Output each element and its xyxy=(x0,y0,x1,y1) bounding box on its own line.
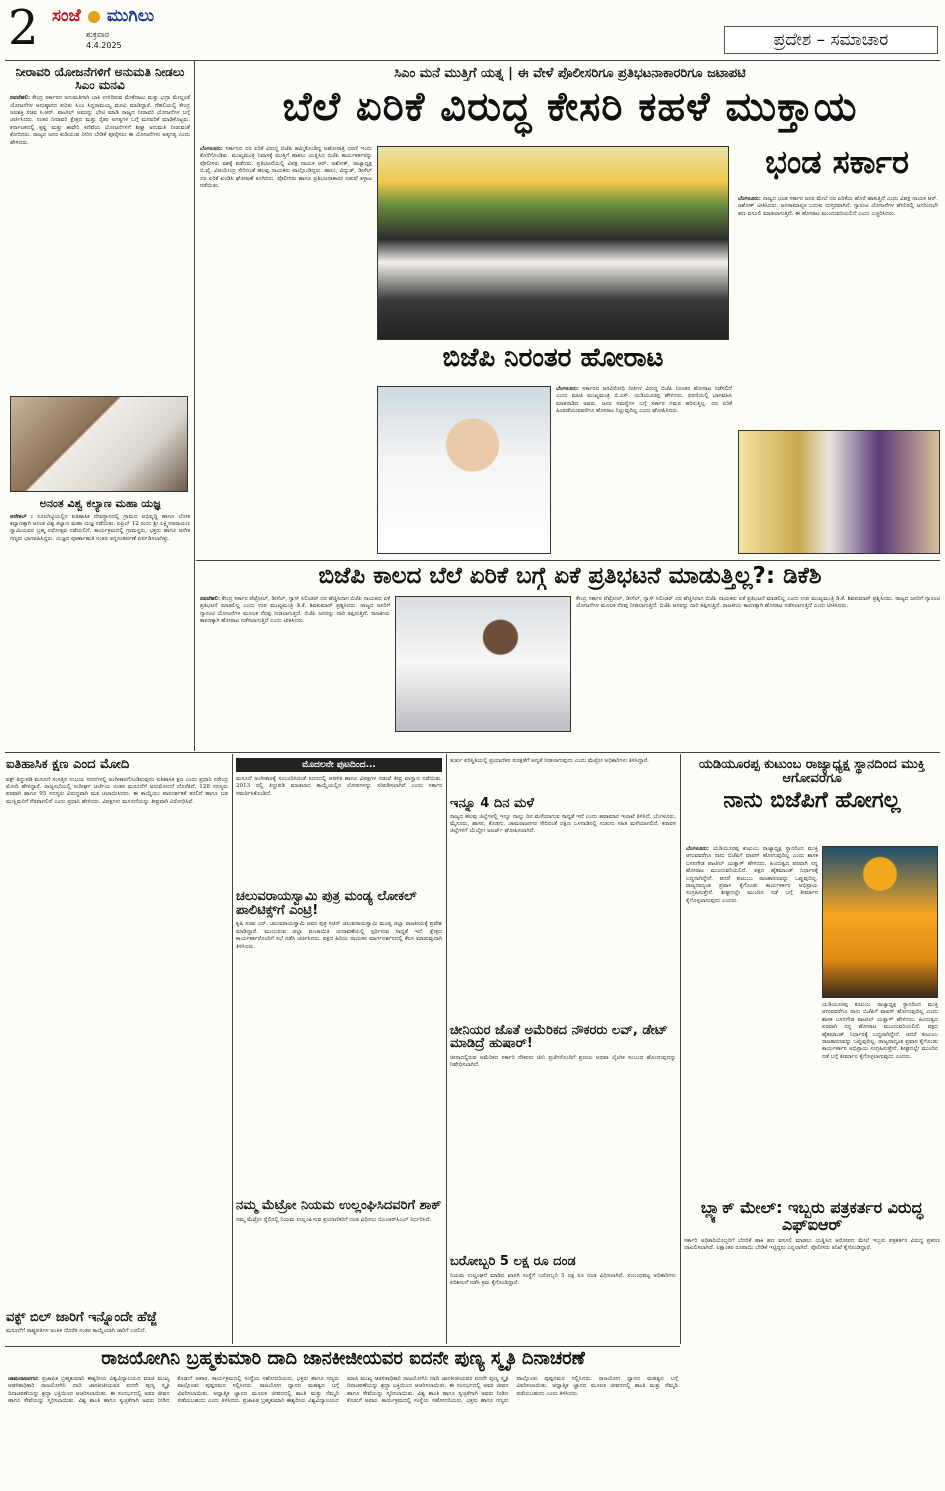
dk-body-col1 xyxy=(200,596,390,746)
paper-name-part1: ಸಂಜೆ xyxy=(52,6,81,26)
speaker-photo xyxy=(738,430,940,554)
continued-tag: ಮೊದಲನೇ ಪುಟದಿಂದ... xyxy=(236,758,442,772)
dk-text-cont: ಕೇಂದ್ರ ಸರ್ಕಾರ ಪೆಟ್ರೋಲ್, ಡೀಸೆಲ್, ಗ್ಯಾಸ್ ಸಿಲಿಂಡರ್ ದರ ಹೆಚ್ಚಿಸಿದಾಗ ಬಿಜೆಪಿ ನಾಯಕರು ಏಕೆ ಪ್ರತಿಭಟನೆ ಮಾಡಲಿಲ್ಲ ಎಂದು ಉಪ ಮುಖ್ಯಮಂತ್ರಿ ಡಿ.ಕೆ. ಶಿವಕುಮಾರ್ ಪ್ರಶ್ನಿಸಿದರು. ರಾಜ್ಯದ ಜನರಿಗೆ ಗ್ಯಾರಂಟಿ ಯೋಜನೆಗಳ ಮೂಲಕ ನೆರವು ನೀಡಲಾಗುತ್ತಿದೆ. ಬಿಜೆಪಿ ಜನರನ್ನು ದಾರಿ ತಪ್ಪಿಸುತ್ತಿದೆ. ರಾಜಕೀಯ ಕಾರಣಕ್ಕಾಗಿ ಹೋರಾಟ ನಡೆಸಲಾಗುತ್ತಿದೆ ಎಂದು ಟೀಕಿಸಿದರು. xyxy=(576,596,940,610)
left-story-irrigation xyxy=(10,66,190,415)
yajna-text: ಸೂಲಗಿಟ್ಟಿಯಲ್ಲಿನ ಐತಿಹಾಸಿಕ ದೇವಸ್ಥಾನದಲ್ಲಿ ಗ್ರಾಮದ ಅಭಿವೃದ್ಧಿ ಹಾಗೂ ಲೋಕ ಕಲ್ಯಾಣಕ್ಕಾಗಿ ಅನಂತ ವಿಶ್ವ ಕಲ್ಯಾಣ ಮಹಾ ಯಜ್ಞ ನಡೆಯಿತು. ಏಪ್ರಿಲ್ 12 ರಂದು ಶ್ರೀ ಲಕ್ಷ್ಮೀನಾರಾಯಣ ಸ್ವಾಮಿಯವರ ಬ್ರಹ್ಮ ರಥೋತ್ಸವ ನಡೆಯಲಿದೆ. ಕಾರ್ಯಕ್ರಮದಲ್ಲಿ ಗ್ರಾಮಸ್ಥರು, ಭಕ್ತರು ಹಾಗೂ ಅನೇಕ ಗಣ್ಯರು ಭಾಗವಹಿಸಿದ್ದರು. ಯಜ್ಞದ ಪೂರ್ಣಾಹುತಿ ನಂತರ ಅನ್ನಸಂತರ್ಪಣೆ ಏರ್ಪಡಿಸಲಾಗಿತ್ತು. xyxy=(10,513,190,542)
bottom-dateline: ಚಾಮರಾಜನಗರ: xyxy=(8,1376,39,1382)
protest-photo xyxy=(377,146,729,340)
paper-logo xyxy=(52,6,154,30)
subhead-bhanda-sarkara: ಭಂಡ ಸರ್ಕಾರ xyxy=(765,143,909,181)
paper-name-part2: ಮುಗಿಲು xyxy=(106,6,155,26)
left-story-body xyxy=(10,95,190,415)
bjp-protest-dateline: ಬೆಂಗಳೂರು: xyxy=(556,386,579,392)
left-story-yajna xyxy=(10,498,190,760)
weather-column xyxy=(450,758,676,1363)
lower-rule-1 xyxy=(232,754,233,1344)
yatnal-headline: ನಾನು ಬಿಜೆಪಿಗೆ ಹೋಗಲ್ಲ xyxy=(723,788,901,814)
dk-text: ಕೇಂದ್ರ ಸರ್ಕಾರ ಪೆಟ್ರೋಲ್, ಡೀಸೆಲ್, ಗ್ಯಾಸ್ ಸಿಲಿಂಡರ್ ದರ ಹೆಚ್ಚಿಸಿದಾಗ ಬಿಜೆಪಿ ನಾಯಕರು ಏಕೆ ಪ್ರತಿಭಟನೆ ಮಾಡಲಿಲ್ಲ ಎಂದು ಉಪ ಮುಖ್ಯಮಂತ್ರಿ ಡಿ.ಕೆ. ಶಿವಕುಮಾರ್ ಪ್ರಶ್ನಿಸಿದರು. ರಾಜ್ಯದ ಜನರಿಗೆ ಗ್ಯಾರಂಟಿ ಯೋಜನೆಗಳ ಮೂಲಕ ನೆರವು ನೀಡಲಾಗುತ್ತಿದೆ. ಬಿಜೆಪಿ ಜನರನ್ನು ದಾರಿ ತಪ್ಪಿಸುತ್ತಿದೆ. ರಾಜಕೀಯ ಕಾರಣಕ್ಕಾಗಿ ಹೋರಾಟ ನಡೆಸಲಾಗುತ್ತಿದೆ ಎಂದು ಟೀಕಿಸಿದರು. xyxy=(200,596,390,625)
dk-headline: ಬಿಜೆಪಿ ಕಾಲದ ಬೆಲೆ ಏರಿಕೆ ಬಗ್ಗೆ ಏಕೆ ಪ್ರತಿಭಟನೆ ಮಾಡುತ್ತಿಲ್ಲ?: ಡಿಕೆಶಿ xyxy=(318,563,822,589)
lead-headline: ಬೆಲೆ ಏರಿಕೆ ವಿರುದ್ಧ ಕೇಸರಿ ಕಹಳೆ ಮುಕ್ತಾಯ xyxy=(282,84,858,130)
bjp-protest-body xyxy=(556,386,732,554)
bottom-text: ಪ್ರಜಾಪಿತ ಬ್ರಹ್ಮಕುಮಾರಿ ಈಶ್ವರೀಯ ವಿಶ್ವವಿದ್ಯಾಲಯದ ಮಾಜಿ ಮುಖ್ಯ ಆಡಳಿತಾಧಿಕಾರಿ ರಾಜಯೋಗಿನಿ ದಾದಿ ಜಾನಕೀಜೀಯವರ ಐದನೇ ಪುಣ್ಯ ಸ್ಮೃತಿ ದಿನಾಚರಣೆಯನ್ನು ಶ್ರದ್ಧಾ ಭಕ್ತಿಯಿಂದ ಆಚರಿಸಲಾಯಿತು. ಈ ಸಂದರ್ಭದಲ್ಲಿ ಅವರ ಜೀವನ ಹಾಗೂ ಸೇವೆಯನ್ನು ಸ್ಮರಿಸಲಾಯಿತು. ವಿಶ್ವ ಶಾಂತಿ ಹಾಗೂ ಸ್ವಚ್ಛತೆಗಾಗಿ ಅವರು ನೀಡಿದ ಕೊಡುಗೆ ಅಪಾರ. ಕಾರ್ಯಕ್ರಮದಲ್ಲಿ ಸಂಸ್ಥೆಯ ಸಹೋದರಿಯರು, ಭಕ್ತರು ಹಾಗೂ ಗಣ್ಯರು ಪಾಲ್ಗೊಂಡು ಪುಷ್ಪನಮನ ಸಲ್ಲಿಸಿದರು. ರಾಜಯೋಗ ಧ್ಯಾನದ ಮಹತ್ವದ ಬಗ್ಗೆ ವಿವರಿಸಲಾಯಿತು. ಆಧ್ಯಾತ್ಮಿಕ ಜ್ಞಾನದ ಮೂಲಕ ಜೀವನದಲ್ಲಿ ಶಾಂತಿ ಮತ್ತು ನೆಮ್ಮದಿ ಪಡೆಯಬಹುದು ಎಂದು ತಿಳಿಸಿದರು. xyxy=(8,1376,339,1405)
modi-story xyxy=(6,758,228,1342)
upper-section-rule xyxy=(5,752,940,753)
lead-dateline: ಬೆಂಗಳೂರು: xyxy=(200,146,223,152)
left-story-dateline: ನವದೆಹಲಿ: xyxy=(10,95,31,102)
lower-rule-3 xyxy=(680,754,681,1344)
masthead-rule xyxy=(5,60,940,61)
weather-top-body: ತುರ್ತು ಪರಿಸ್ಥಿತಿಯಲ್ಲಿ ಪ್ರಯಾಣಿಕರ ಸುರಕ್ಷತೆಗೆ ಆದ್ಯತೆ ನೀಡಲಾಗುವುದು ಎಂದು ಮೆಟ್ರೋ ಅಧಿಕಾರಿಗಳು ತಿಳಿಸಿದ್ದಾರೆ. xyxy=(450,758,649,764)
bhanda-text: ರಾಜ್ಯದ ಭಂಡ ಸರ್ಕಾರ ಜನರ ಮೇಲೆ ದರ ಏರಿಕೆಯ ಹೊರೆ ಹಾಕುತ್ತಿದೆ ಎಂದು ವಿಪಕ್ಷ ನಾಯಕ ಆರ್. ಅಶೋಕ್ ಟೀಕಿಸಿದರು. ಜನಸಾಮಾನ್ಯರ ಬದುಕು ದುಸ್ತರವಾಗಿದೆ. ಗ್ಯಾರಂಟಿ ಯೋಜನೆಗಳ ಹೆಸರಿನಲ್ಲಿ ಜನರಿಂದಲೇ ಹಣ ವಸೂಲಿ ಮಾಡಲಾಗುತ್ತಿದೆ. ಈ ಹೋರಾಟ ಮುಂದುವರಿಯಲಿದೆ ಎಂದು ಎಚ್ಚರಿಸಿದರು. xyxy=(738,196,938,217)
yatnal-text-cont: ಯಡಿಯೂರಪ್ಪ ಕುಟುಂಬ ರಾಜ್ಯಾಧ್ಯಕ್ಷ ಸ್ಥಾನದಿಂದ ಮುಕ್ತಿ ಆಗುವವರೆಗೂ ನಾನು ಬಿಜೆಪಿಗೆ ವಾಪಸ್ ಹೋಗುವುದಿಲ್ಲ ಎಂದು ಶಾಸಕ ಬಸನಗೌಡ ಪಾಟೀಲ್ ಯತ್ನಾಳ್ ಹೇಳಿದರು. ಹಿಂದುತ್ವದ ಪರವಾಗಿ ನನ್ನ ಹೋರಾಟ ಮುಂದುವರಿಯಲಿದೆ. ಪಕ್ಷದ ಹೈಕಮಾಂಡ್ ನಿರ್ಧಾರಕ್ಕೆ ಬದ್ಧನಾಗಿದ್ದೇನೆ. ಆದರೆ ಕುಟುಂಬ ರಾಜಕಾರಣವನ್ನು ಒಪ್ಪುವುದಿಲ್ಲ. ರಾಜ್ಯದಾದ್ಯಂತ ಪ್ರವಾಸ ಕೈಗೊಂಡು ಕಾರ್ಯಕರ್ತರ ಅಭಿಪ್ರಾಯ ಸಂಗ್ರಹಿಸುತ್ತೇನೆ. ಶೀಘ್ರದಲ್ಲೇ ಮುಂದಿನ ನಡೆ ಬಗ್ಗೆ ತೀರ್ಮಾನ ಕೈಗೊಳ್ಳಲಾಗುವುದು ಎಂದರು. xyxy=(822,1002,938,1060)
yediyurappa-photo xyxy=(377,386,551,554)
yajna-body xyxy=(10,514,190,760)
logo-swirl-icon xyxy=(88,11,100,23)
yatnal-dateline: ಬೆಂಗಳೂರು: xyxy=(686,846,709,852)
fine-body: ನಿಯಮ ಉಲ್ಲಂಘನೆ ಮಾಡಿದ ಖಾಸಗಿ ಸಂಸ್ಥೆಗೆ ಬರೋಬ್ಬರಿ 5 ಲಕ್ಷ ರೂ ದಂಡ ವಿಧಿಸಲಾಗಿದೆ. ಸಂಬಂಧಪಟ್ಟ ಅಧಿಕಾರಿಗಳು ಪರಿಶೀಲನೆ ನಡೆಸಿ ಕ್ರಮ ಕೈಗೊಂಡಿದ್ದಾರೆ. xyxy=(450,1272,676,1286)
blackmail-story xyxy=(684,1200,940,1474)
dk-dateline: ನವದೆಹಲಿ: xyxy=(200,596,221,602)
bottom-headline: ರಾಜಯೋಗಿನಿ ಬ್ರಹ್ಮಕುಮಾರಿ ದಾದಿ ಜಾನಕೀಜೀಯವರ ಐದನೇ ಪುಣ್ಯ ಸ್ಮೃತಿ ದಿನಾಚರಣೆ xyxy=(101,1348,585,1369)
dk-body-col2 xyxy=(576,596,940,746)
yatnal-kicker: ಯಡಿಯೂರಪ್ಪ ಕುಟುಂಬ ರಾಜ್ಯಾಧ್ಯಕ್ಷ ಸ್ಥಾನದಿಂದ ಮುಕ್ತಿ ಆಗೋವರೆಗೂ xyxy=(699,757,925,786)
lead-body xyxy=(200,146,372,556)
bhanda-dateline: ಬೆಂಗಳೂರು: xyxy=(738,196,761,202)
bottom-text-cont: ಪ್ರಜಾಪಿತ ಬ್ರಹ್ಮಕುಮಾರಿ ಈಶ್ವರೀಯ ವಿಶ್ವವಿದ್ಯಾಲಯದ ಮಾಜಿ ಮುಖ್ಯ ಆಡಳಿತಾಧಿಕಾರಿ ರಾಜಯೋಗಿನಿ ದಾದಿ ಜಾನಕೀಜೀಯವರ ಐದನೇ ಪುಣ್ಯ ಸ್ಮೃತಿ ದಿನಾಚರಣೆಯನ್ನು ಶ್ರದ್ಧಾ ಭಕ್ತಿಯಿಂದ ಆಚರಿಸಲಾಯಿತು. ಈ ಸಂದರ್ಭದಲ್ಲಿ ಅವರ ಜೀವನ ಹಾಗೂ ಸೇವೆಯನ್ನು ಸ್ಮರಿಸಲಾಯಿತು. ವಿಶ್ವ ಶಾಂತಿ ಹಾಗೂ ಸ್ವಚ್ಛತೆಗಾಗಿ ಅವರು ನೀಡಿದ ಕೊಡುಗೆ ಅಪಾರ. ಕಾರ್ಯಕ್ರಮದಲ್ಲಿ ಸಂಸ್ಥೆಯ ಸಹೋದರಿಯರು, ಭಕ್ತರು ಹಾಗೂ ಗಣ್ಯರು ಪಾಲ್ಗೊಂಡು ಪುಷ್ಪನಮನ ಸಲ್ಲಿಸಿದರು. ರಾಜಯೋಗ ಧ್ಯಾನದ ಮಹತ್ವದ ಬಗ್ಗೆ ವಿವರಿಸಲಾಯಿತು. ಆಧ್ಯಾತ್ಮಿಕ ಜ್ಞಾನದ ಮೂಲಕ ಜೀವನದಲ್ಲಿ ಶಾಂತಿ ಮತ್ತು ನೆಮ್ಮದಿ ಪಡೆಯಬಹುದು ಎಂದು ತಿಳಿಸಿದರು. xyxy=(242,1376,678,1405)
blackmail-body: ಸರ್ಕಾರಿ ಅಧಿಕಾರಿಯೊಬ್ಬರಿಗೆ ಬೆದರಿಕೆ ಹಾಕಿ ಹಣ ವಸೂಲಿ ಮಾಡಲು ಯತ್ನಿಸಿದ ಆರೋಪದ ಮೇಲೆ ಇಬ್ಬರು ಪತ್ರಕರ್ತರ ವಿರುದ್ಧ ಪ್ರಕರಣ ದಾಖಲಿಸಲಾಗಿದೆ. ಲಕ್ಷಾಂತರ ರೂಪಾಯಿ ಬೇಡಿಕೆ ಇಟ್ಟಿದ್ದರು ಎನ್ನಲಾಗಿದೆ. ಪೊಲೀಸರು ತನಿಖೆ ಕೈಗೊಂಡಿದ್ದಾರೆ. xyxy=(684,1237,940,1251)
middle-column xyxy=(236,758,442,1301)
masthead xyxy=(0,0,945,60)
bottom-body xyxy=(8,1376,678,1486)
blackmail-headline: ಬ್ಲ್ಯಾಕ್ ಮೇಲ್: ಇಬ್ಬರು ಪತ್ರಕರ್ತರ ವಿರುದ್ಧ ಎಫ್‌ಐಆರ್ xyxy=(700,1198,924,1234)
issue-weekday: ಶುಕ್ರವಾರ xyxy=(86,30,110,39)
dk-shivakumar-photo xyxy=(395,596,571,732)
waqf-headline: ವಕ್ಫ್ ಬಿಲ್ ಜಾರಿಗೆ ಇನ್ನೊಂದೇ ಹೆಜ್ಜೆ xyxy=(6,1309,157,1325)
lead-text: ಸರ್ಕಾರದ ದರ ಏರಿಕೆ ವಿರುದ್ಧ ಬಿಜೆಪಿ ಹಮ್ಮಿಕೊಂಡಿದ್ದ ಅಹೋರಾತ್ರಿ ಧರಣಿ ಇಂದು ಕೊನೆಗೊಂಡಿತು. ಮುಖ್ಯಮಂತ್ರಿ ನಿವಾಸಕ್ಕೆ ಮುತ್ತಿಗೆ ಹಾಕಲು ಯತ್ನಿಸಿದ ಬಿಜೆಪಿ ಕಾರ್ಯಕರ್ತರನ್ನು ಪೊಲೀಸರು ವಶಕ್ಕೆ ಪಡೆದರು. ಪ್ರತಿಭಟನೆಯಲ್ಲಿ ವಿಪಕ್ಷ ನಾಯಕ ಆರ್. ಅಶೋಕ್, ರಾಜ್ಯಾಧ್ಯಕ್ಷ ಬಿ.ವೈ. ವಿಜಯೇಂದ್ರ ಸೇರಿದಂತೆ ಹಲವು ನಾಯಕರು ಪಾಲ್ಗೊಂಡಿದ್ದರು. ಹಾಲು, ವಿದ್ಯುತ್, ಡೀಸೆಲ್ ದರ ಏರಿಕೆ ಖಂಡಿಸಿ ಘೋಷಣೆ ಕೂಗಿದರು. ಪೊಲೀಸರು ಹಾಗೂ ಪ್ರತಿಭಟನಾಕಾರರ ನಡುವೆ ತಳ್ಳಾಟ ನಡೆಯಿತು. xyxy=(200,146,372,190)
metro-headline: ನಮ್ಮ ಮೆಟ್ರೋ ನಿಯಮ ಉಲ್ಲಂಘಿಸಿದವರಿಗೆ ಶಾಕ್ xyxy=(236,1198,442,1214)
chaluvaraya-headline: ಚಲುವರಾಯಸ್ವಾಮಿ ಪುತ್ರ ಮಂಡ್ಯ ಲೋಕಲ್ ಪಾಲಿಟಿಕ್ಸ್‌ಗೆ ಎಂಟ್ರಿ! xyxy=(236,889,417,918)
bottom-story-rule xyxy=(5,1346,680,1347)
yatnal-text: ಯಡಿಯೂರಪ್ಪ ಕುಟುಂಬ ರಾಜ್ಯಾಧ್ಯಕ್ಷ ಸ್ಥಾನದಿಂದ ಮುಕ್ತಿ ಆಗುವವರೆಗೂ ನಾನು ಬಿಜೆಪಿಗೆ ವಾಪಸ್ ಹೋಗುವುದಿಲ್ಲ ಎಂದು ಶಾಸಕ ಬಸನಗೌಡ ಪಾಟೀಲ್ ಯತ್ನಾಳ್ ಹೇಳಿದರು. ಹಿಂದುತ್ವದ ಪರವಾಗಿ ನನ್ನ ಹೋರಾಟ ಮುಂದುವರಿಯಲಿದೆ. ಪಕ್ಷದ ಹೈಕಮಾಂಡ್ ನಿರ್ಧಾರಕ್ಕೆ ಬದ್ಧನಾಗಿದ್ದೇನೆ. ಆದರೆ ಕುಟುಂಬ ರಾಜಕಾರಣವನ್ನು ಒಪ್ಪುವುದಿಲ್ಲ. ರಾಜ್ಯದಾದ್ಯಂತ ಪ್ರವಾಸ ಕೈಗೊಂಡು ಕಾರ್ಯಕರ್ತರ ಅಭಿಪ್ರಾಯ ಸಂಗ್ರಹಿಸುತ್ತೇನೆ. ಶೀಘ್ರದಲ್ಲೇ ಮುಂದಿನ ನಡೆ ಬಗ್ಗೆ ತೀರ್ಮಾನ ಕೈಗೊಳ್ಳಲಾಗುವುದು ಎಂದರು. xyxy=(686,846,818,904)
modi-body: ವಕ್ಫ್ ತಿದ್ದುಪಡಿ ಮಸೂದೆ ಸಂಸತ್ತಿನ ಉಭಯ ಸದನಗಳಲ್ಲಿ ಅಂಗೀಕಾರಗೊಂಡಿರುವುದು ಐತಿಹಾಸಿಕ ಕ್ಷಣ ಎಂದು ಪ್ರಧಾನಿ ನರೇಂದ್ರ ಮೋದಿ ಹೇಳಿದ್ದಾರೆ. ರಾಜ್ಯಸಭೆಯಲ್ಲಿ ಸುದೀರ್ಘ ಚರ್ಚೆಯ ನಂತರ ಮಸೂದೆಗೆ ಅನುಮೋದನೆ ದೊರೆತಿದೆ. 128 ಸದಸ್ಯರು ಪರವಾಗಿ ಹಾಗೂ 95 ಸದಸ್ಯರು ವಿರುದ್ಧವಾಗಿ ಮತ ಚಲಾಯಿಸಿದರು. ಈ ಕಾಯ್ದೆಯು ಪಾರದರ್ಶಕತೆ ತರಲಿದೆ ಹಾಗೂ ಬಡ ಮುಸ್ಲಿಮರಿಗೆ ನೆರವಾಗಲಿದೆ ಎಂದು ಪ್ರಧಾನಿ ಹೇಳಿದರು. ವಿಪಕ್ಷಗಳು ಮಸೂದೆಯನ್ನು ತೀವ್ರವಾಗಿ ವಿರೋಧಿಸಿವೆ. xyxy=(6,776,228,805)
china-love-headline: ಚೀನಿಯರ ಜೊತೆ ಅಮೆರಿಕದ ನೌಕರರು ಲವ್, ಡೇಟ್ ಮಾಡಿದ್ರೆ ಹುಷಾರ್! xyxy=(450,1022,668,1052)
yatnal-photo xyxy=(822,846,938,998)
lead-kicker: ಸಿಎಂ ಮನೆ ಮುತ್ತಿಗೆ ಯತ್ನ | ಈ ವೇಳೆ ಪೊಲೀಸರಿಗೂ ಪ್ರತಿಭಟನಾಕಾರರಿಗೂ ಜಟಾಪಟಿ xyxy=(394,66,746,81)
yatnal-body-cont xyxy=(822,1002,938,1192)
bhanda-body xyxy=(738,196,938,424)
rain-headline: ಇನ್ನೂ 4 ದಿನ ಮಳೆ xyxy=(450,796,534,811)
issue-date: 4.4.2025 xyxy=(86,41,122,50)
cm-meeting-photo xyxy=(10,396,188,492)
yajna-dateline: ಆನೇಕಲ್ : xyxy=(10,513,33,520)
lower-rule-2 xyxy=(446,754,447,1344)
metro-body: ನಮ್ಮ ಮೆಟ್ರೋ ರೈಲಿನಲ್ಲಿ ನಿಯಮ ಉಲ್ಲಂಘಿಸುವ ಪ್ರಯಾಣಿಕರಿಗೆ ದಂಡ ವಿಧಿಸಲು ಬಿಎಂಆರ್‌ಸಿಎಲ್ ನಿರ್ಧರಿಸಿದೆ. xyxy=(236,1216,432,1223)
chaluvaraya-body: ಕೃಷಿ ಸಚಿವ ಎನ್. ಚಲುವರಾಯಸ್ವಾಮಿ ಅವರ ಪುತ್ರ ಸಚಿನ್ ಚಲುವರಾಯಸ್ವಾಮಿ ಮಂಡ್ಯ ಜಿಲ್ಲಾ ರಾಜಕೀಯಕ್ಕೆ ಪ್ರವೇಶ ಮಾಡಿದ್ದಾರೆ. ಮುಂಬರುವ ಜಿಲ್ಲಾ ಪಂಚಾಯಿತಿ ಚುನಾವಣೆಯಲ್ಲಿ ಸ್ಪರ್ಧಿಸುವ ಸಾಧ್ಯತೆ ಇದೆ. ಕ್ಷೇತ್ರದ ಕಾರ್ಯಕರ್ತರೊಂದಿಗೆ ಸಭೆ ನಡೆಸಿ ಚರ್ಚಿಸಿದರು. ಪಕ್ಷದ ಹಿರಿಯ ನಾಯಕರ ಮಾರ್ಗದರ್ಶನದಲ್ಲಿ ಕೆಲಸ ಮಾಡುವುದಾಗಿ ತಿಳಿಸಿದರು. xyxy=(236,921,442,950)
fine-headline: ಬರೋಬ್ಬರಿ 5 ಲಕ್ಷ ರೂ ದಂಡ xyxy=(450,1253,576,1269)
left-column-rule xyxy=(194,61,195,751)
left-story-text: ಕೇಂದ್ರ ಸರ್ಕಾರದ ಅನುಮತಿಗಾಗಿ ಬಾಕಿ ಉಳಿದಿರುವ ಮೇಕೆದಾಟು ಮತ್ತು ಭದ್ರಾ ಮೇಲ್ದಂಡೆ ಯೋಜನೆಗಳ ಅನುಷ್ಠಾನದ ಕುರಿತು ಸಿಎಂ ಸಿದ್ದರಾಮಯ್ಯ ಮನವಿ ಮಾಡಿದ್ದಾರೆ. ದೆಹಲಿಯಲ್ಲಿ ಕೇಂದ್ರ ಜಲಶಕ್ತಿ ಸಚಿವ ಸಿ.ಆರ್. ಪಾಟೀಲ್ ಅವರನ್ನು ಭೇಟಿ ಮಾಡಿ ರಾಜ್ಯದ ನೀರಾವರಿ ಯೋಜನೆಗಳ ಬಗ್ಗೆ ಚರ್ಚಿಸಿದರು. ನಂತರ ನೀರಾವರಿ ಕ್ಷೇತ್ರದ ಮತ್ತು ರೈತರ ಅಗತ್ಯಗಳ ಬಗ್ಗೆ ಮನವರಿಕೆ ಮಾಡಿಕೊಟ್ಟರು. ಕರ್ನಾಟಕದಲ್ಲಿ ಕೃಷ್ಣ ಮತ್ತು ಕಾವೇರಿ ಕಣಿವೆಯ ಯೋಜನೆಗಳಿಗೆ ಶೀಘ್ರ ಅನುಮತಿ ನೀಡುವಂತೆ ಕೋರಿದರು. ರಾಜ್ಯದ ಜನರ ಕುಡಿಯುವ ನೀರಿನ ಬೇಡಿಕೆ ಪೂರೈಸಲು ಈ ಯೋಜನೆಗಳು ಅತ್ಯಗತ್ಯ ಎಂದು ಹೇಳಿದರು. xyxy=(10,95,190,146)
lead-bottom-rule xyxy=(196,560,940,561)
bjp-protest-text: ಸರ್ಕಾರದ ಜನವಿರೋಧಿ ನೀತಿಗಳ ವಿರುದ್ಧ ಬಿಜೆಪಿ ನಿರಂತರ ಹೋರಾಟ ನಡೆಸಲಿದೆ ಎಂದು ಮಾಜಿ ಮುಖ್ಯಮಂತ್ರಿ ಬಿ.ಎಸ್. ಯಡಿಯೂರಪ್ಪ ಹೇಳಿದರು. ಧರಣಿಯಲ್ಲಿ ಭಾಗವಹಿಸಿ ಮಾತನಾಡಿದ ಅವರು, ಜನರ ಸಮಸ್ಯೆಗಳ ಬಗ್ಗೆ ಸರ್ಕಾರ ಗಮನ ಹರಿಸುತ್ತಿಲ್ಲ. ದರ ಏರಿಕೆ ಹಿಂಪಡೆಯುವವರೆಗೂ ಹೋರಾಟ ನಿಲ್ಲುವುದಿಲ್ಲ ಎಂದು ಘೋಷಿಸಿದರು. xyxy=(556,386,732,415)
china-love-body: ಚೀನಾದಲ್ಲಿರುವ ಅಮೆರಿಕದ ಸರ್ಕಾರಿ ನೌಕರರು ಚೀನಿ ಪ್ರಜೆಗಳೊಂದಿಗೆ ಪ್ರಣಯ ಅಥವಾ ಲೈಂಗಿಕ ಸಂಬಂಧ ಹೊಂದುವುದನ್ನು ನಿಷೇಧಿಸಲಾಗಿದೆ. xyxy=(450,1054,676,1069)
waqf-body: ಮಸೂದೆಗೆ ರಾಷ್ಟ್ರಪತಿಗಳ ಅಂಕಿತ ದೊರೆತ ನಂತರ ಕಾಯ್ದೆಯಾಗಿ ಜಾರಿಗೆ ಬರಲಿದೆ. xyxy=(6,1328,147,1335)
bjp-protest-headline: ಬಿಜೆಪಿ ನಿರಂತರ ಹೋರಾಟ xyxy=(442,343,664,373)
modi-headline: ಐತಿಹಾಸಿಕ ಕ್ಷಣ ಎಂದ ಮೋದಿ xyxy=(6,757,130,772)
continued-body: ಮಸೂದೆ ಅಂಗೀಕಾರಕ್ಕೆ ಸಂಬಂಧಿಸಿದಂತೆ ಸದನದಲ್ಲಿ ಆಡಳಿತ ಹಾಗೂ ವಿಪಕ್ಷಗಳ ನಡುವೆ ತೀವ್ರ ವಾಗ್ವಾದ ನಡೆಯಿತು. 2013 ರಲ್ಲಿ ತಿದ್ದುಪಡಿ ಮಾಡಲಾದ ಕಾಯ್ದೆಯಲ್ಲಿನ ಲೋಪಗಳನ್ನು ಸರಿಪಡಿಸಲಾಗಿದೆ ಎಂದು ಸರ್ಕಾರ ಸಮರ್ಥಿಸಿಕೊಂಡಿದೆ. xyxy=(236,776,442,797)
yajna-headline: ಅನಂತ ವಿಶ್ವ ಕಲ್ಯಾಣ ಮಹಾ ಯಜ್ಞ xyxy=(39,497,161,510)
left-story-headline: ನೀರಾವರಿ ಯೋಜನೆಗಳಿಗೆ ಅನುಮತಿ ನೀಡಲು ಸಿಎಂ ಮನವಿ xyxy=(15,65,185,92)
rain-body: ರಾಜ್ಯದ ಹಲವು ಜಿಲ್ಲೆಗಳಲ್ಲಿ ಇನ್ನೂ ನಾಲ್ಕು ದಿನ ಮಳೆಯಾಗುವ ಸಾಧ್ಯತೆ ಇದೆ ಎಂದು ಹವಾಮಾನ ಇಲಾಖೆ ತಿಳಿಸಿದೆ. ಬೆಂಗಳೂರು, ಮೈಸೂರು, ಹಾಸನ, ಕೊಡಗು, ಚಾಮರಾಜನಗರ ಸೇರಿದಂತೆ ದಕ್ಷಿಣ ಒಳನಾಡಿನಲ್ಲಿ ಗುಡುಗು ಸಹಿತ ಮಳೆಯಾಗಲಿದೆ. ಕರಾವಳಿ ಜಿಲ್ಲೆಗಳಿಗೆ ಯೆಲ್ಲೋ ಅಲರ್ಟ್ ಘೋಷಿಸಲಾಗಿದೆ. xyxy=(450,813,676,835)
yatnal-story xyxy=(684,758,940,818)
section-title: ಪ್ರದೇಶ – ಸಮಾಚಾರ xyxy=(724,26,938,54)
page-number: 2 xyxy=(8,0,39,56)
yatnal-body xyxy=(686,846,818,1192)
